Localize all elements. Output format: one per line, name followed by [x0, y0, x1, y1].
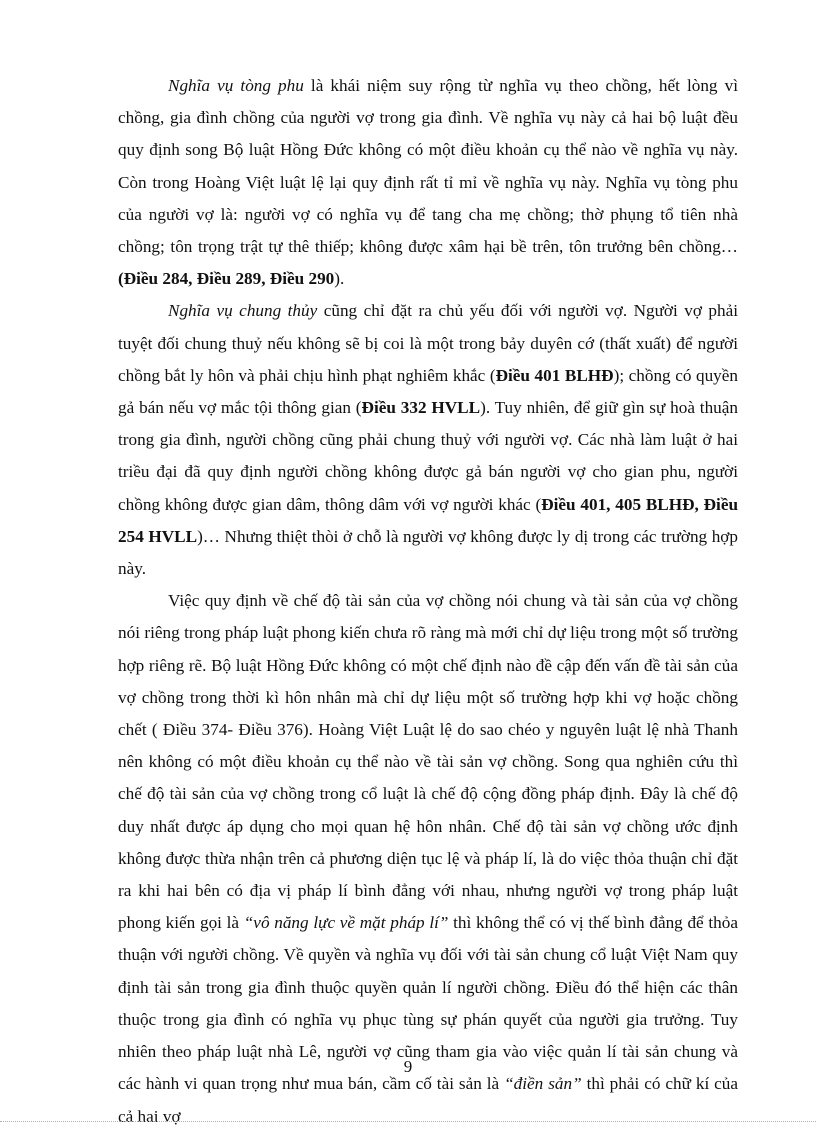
paragraph-text: thì không thể có vị thế bình đẳng để thỏa thuận với người chồng. Về quyền và nghĩa vụ đối với tài sản chung cổ luật Việt Nam quy định tài sản trong gia đình thuộc quyền quản lí người chồng. Điều đó thể hiện các thân thuộc trong gia đình có nghĩa vụ phục tùng sự phán quyết của người gia trưởng. Tuy nhiên theo pháp luật nhà Lê, người vợ cũng tham gia vào việc quản lí tài sản chung và các hành vi quan trọng như mua bán, cầm cố tài sản là — [118, 913, 738, 1094]
legal-citation: Điều 401, 405 BLHĐ, Điều 254 HVLL — [118, 494, 739, 546]
paragraph-text: cũng chỉ đặt ra chủ yếu đối với người vợ. Người vợ phải tuyệt đối chung thuỷ nếu không sẽ bị coi là một trong bảy duyên cớ (thất xuất) để người chồng bắt ly hôn và phải chịu hình phạt nghiêm khắc ( — [118, 301, 738, 385]
paragraph-tai-san — [118, 585, 738, 1132]
legal-citation: Điều 401 BLHĐ — [495, 365, 614, 385]
quoted-term: “điền sản” — [504, 1074, 582, 1094]
term-nghia-vu-tong-phu: Nghĩa vụ tòng phu — [168, 76, 304, 95]
term-nghia-vu-chung-thuy: Nghĩa vụ chung thủy — [168, 301, 318, 321]
legal-citation: Điều 332 HVLL — [361, 398, 481, 418]
legal-citation: (Điều 284, Điều 289, Điều 290 — [118, 269, 335, 289]
paragraph-text: )… Nhưng thiệt thòi ở chỗ là người vợ không được ly dị trong các trường hợp này. — [118, 526, 738, 579]
paragraph-text: ). — [334, 269, 345, 289]
body-text — [118, 70, 738, 1133]
page-number: 9 — [403, 1057, 413, 1076]
paragraph-tong-phu — [118, 70, 738, 295]
paragraph-text: Việc quy định về chế độ tài sản của vợ chồng nói chung và tài sản của vợ chồng nói riêng trong pháp luật phong kiến chưa rõ ràng mà mới chỉ dự liệu trong một số trường hợp riêng rẽ. Bộ luật Hồng Đức không có một chế định nào đề cập đến vấn đề tài sản của vợ chồng trong thời kì hôn nhân mà chỉ dự liệu một số trường hợp khi vợ hoặc chồng chết ( Điều 374- Điều 376). Hoàng Việt Luật lệ do sao chéo y nguyên luật lệ nhà Thanh nên không có một điều khoản cụ thể nào về tài sản vợ chồng. Song qua nghiên cứu thì chế độ tài sản của vợ chồng trong cổ luật là chế độ cộng đồng pháp định. Đây là chế độ duy nhất được áp dụng cho mọi quan hệ hôn nhân. Chế độ tài sản vợ chồng ước định không được thừa nhận trên cả phương diện tục lệ và pháp lí, là do việc thỏa thuận chỉ đặt ra khi hai bên có địa vị pháp lí bình đẳng với nhau, nhưng người vợ trong pháp luật phong kiến gọi là — [118, 591, 738, 933]
paragraph-chung-thuy — [118, 295, 738, 585]
paragraph-text: ); chồng có quyền gả bán nếu vợ mắc tội thông gian ( — [118, 365, 739, 418]
page-bottom-divider — [0, 1121, 816, 1122]
paragraph-text: ). Tuy nhiên, để giữ gìn sự hoà thuận trong gia đình, người chồng cũng phải chung thuỷ với người vợ. Các nhà làm luật ở hai triều đại đã quy định người chồng không được gả bán người vợ cho gian phu, người chồng không được gian dâm, thông dâm với vợ người khác ( — [118, 398, 738, 514]
paragraph-text: thì phải có chữ kí của cả hai vợ — [118, 1074, 739, 1126]
quoted-term: “vô năng lực về mặt pháp lí” — [243, 913, 449, 933]
paragraph-text: là khái niệm suy rộng từ nghĩa vụ theo chồng, hết lòng vì chồng, gia đình chồng của người vợ trong gia đình. Về nghĩa vụ này cả hai bộ luật đều quy định song Bộ luật Hồng Đức không có một điều khoản cụ thể nào về nghĩa vụ này. Còn trong Hoàng Việt luật lệ lại quy định rất tỉ mỉ về nghĩa vụ này. Nghĩa vụ tòng phu của người vợ là: người vợ có nghĩa vụ để tang cha mẹ chồng; thờ phụng tổ tiên nhà chồng; tôn trọng trật tự thê thiếp; không được xâm hại bề trên, tôn trưởng bên chồng… — [118, 76, 738, 257]
